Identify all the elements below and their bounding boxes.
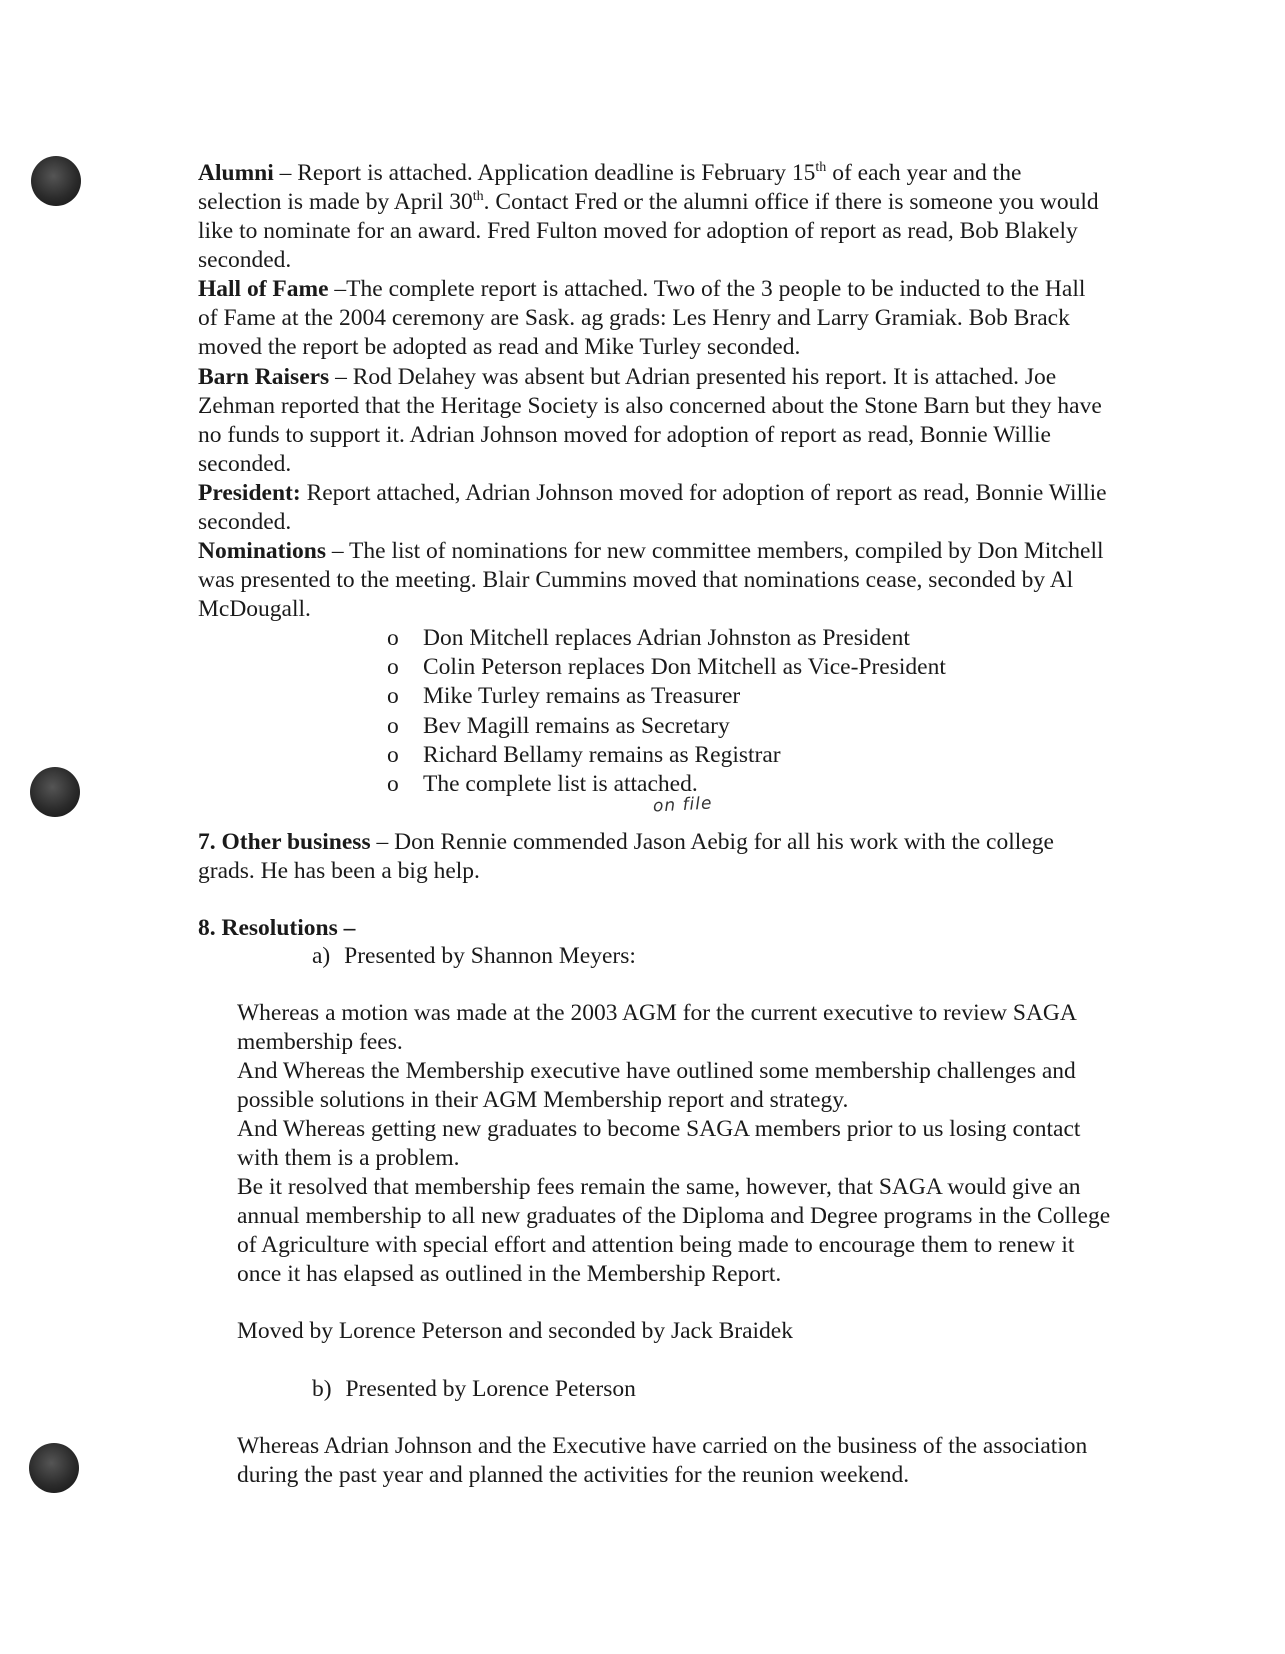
other-business-text: – Don Rennie commended Jason Aebig for all his work with the college grads. He has been a big help. — [198, 829, 1054, 884]
barn-raisers-text: – Rod Delahey was absent but Adrian presented his report. It is attached. Joe Zehman reported that the Heritage Society is also concerned about the Stone Barn but they have no funds to support it. Adrian Johnson moved for adoption of report as read, Bonnie Willie seconded. — [198, 364, 1102, 477]
nominations-section — [198, 537, 1108, 624]
alumni-sup-2: th — [472, 189, 484, 205]
alumni-text-1: – Report is attached. Application deadline is February 15 — [273, 160, 816, 186]
alumni-paragraph — [198, 159, 1108, 275]
list-item-text: Mike Turley remains as Treasurer — [423, 683, 741, 710]
hall-of-fame-paragraph — [198, 275, 1108, 362]
list-item-text: Bev Magill remains as Secretary — [423, 712, 730, 739]
resolutions-heading-suffix: – — [337, 915, 356, 941]
resolution-a-moved: Moved by Lorence Peterson and seconded by Jack Braidek — [237, 1318, 793, 1344]
bullet-icon: o — [387, 741, 399, 768]
alumni-text-2: of each year and the selection is made by April 30 — [198, 160, 1022, 215]
resolutions-heading-block — [198, 914, 1108, 943]
handwritten-annotation: on file — [652, 793, 713, 817]
barn-raisers-heading: Barn Raisers — [198, 364, 330, 390]
resolution-b-body — [237, 1432, 1117, 1490]
hall-of-fame-section — [198, 275, 1108, 362]
president-heading: President: — [198, 480, 301, 506]
resolution-b-title-text: Presented by Lorence Peterson — [345, 1376, 636, 1402]
other-business-section — [198, 828, 1108, 886]
resolution-a-label: a) — [312, 943, 331, 969]
list-item — [387, 712, 1087, 741]
president-section — [198, 479, 1108, 537]
resolution-a-title-text: Presented by Shannon Meyers: — [344, 943, 636, 969]
resolution-a-body — [237, 999, 1117, 1289]
bullet-icon: o — [387, 683, 399, 710]
bullet-icon: o — [387, 712, 399, 739]
list-item-text: Don Mitchell replaces Adrian Johnston as President — [423, 625, 910, 651]
alumni-section — [198, 159, 1108, 275]
resolution-paragraph: Whereas Adrian Johnson and the Executive have carried on the business of the association during the past year and planned the activities for the reunion weekend. — [237, 1433, 1088, 1488]
alumni-heading: Alumni — [198, 160, 274, 186]
resolution-paragraph: And Whereas getting new graduates to become SAGA members prior to us losing contact with them is a problem. — [237, 1116, 1081, 1171]
resolution-b-title — [312, 1375, 636, 1404]
bullet-icon: o — [387, 625, 399, 651]
list-item — [387, 770, 1087, 799]
list-item-text: Colin Peterson replaces Don Mitchell as Vice-President — [423, 654, 946, 681]
list-item — [387, 624, 1087, 653]
list-item — [387, 682, 1087, 711]
resolution-paragraph: Whereas a motion was made at the 2003 AGM for the current executive to review SAGA membership fees. — [237, 1000, 1076, 1055]
resolution-paragraph: Be it resolved that membership fees remain the same, however, that SAGA would give an annual membership to all new graduates of the Diploma and Degree programs in the College of Agriculture with special effort and attention being made to encourage them to renew it once it has elapsed as outlined in the Membership Report. — [237, 1174, 1111, 1287]
other-business-heading: 7. Other business — [198, 829, 371, 855]
other-business-paragraph — [198, 828, 1108, 886]
resolution-a-title — [312, 942, 636, 971]
alumni-text-3: . Contact Fred or the alumni office if there is someone you would like to nominate for an award. Fred Fulton moved for adoption of report as read, Bob Blakely seconded. — [198, 189, 1099, 273]
hall-of-fame-heading: Hall of Fame — [198, 276, 329, 302]
president-paragraph — [198, 479, 1108, 537]
list-item-text: The complete list is attached. — [423, 770, 698, 797]
bullet-icon: o — [387, 654, 399, 681]
nominations-text: – The list of nominations for new committee members, compiled by Don Mitchell was presented to the meeting. Blair Cummins moved that nominations cease, seconded by Al McDougall. — [198, 538, 1104, 622]
resolutions-heading: 8. Resolutions — [198, 915, 338, 941]
alumni-sup-1: th — [815, 160, 827, 176]
president-text: Report attached, Adrian Johnson moved for adoption of report as read, Bonnie Willie seconded. — [198, 480, 1107, 535]
resolution-b-label: b) — [312, 1376, 332, 1402]
list-item — [387, 653, 1087, 682]
resolution-paragraph: And Whereas the Membership executive have outlined some membership challenges and possible solutions in their AGM Membership report and strategy. — [237, 1058, 1076, 1113]
barn-raisers-section — [198, 363, 1108, 479]
barn-raisers-paragraph — [198, 363, 1108, 479]
list-item-text: Richard Bellamy remains as Registrar — [423, 741, 781, 768]
resolutions-heading-line — [198, 914, 1108, 943]
nominations-paragraph — [198, 537, 1108, 624]
nominations-heading: Nominations — [198, 538, 326, 564]
list-item — [387, 741, 1087, 770]
nominations-list — [387, 624, 1087, 799]
bullet-icon: o — [387, 770, 399, 797]
hall-of-fame-text: –The complete report is attached. Two of the 3 people to be inducted to the Hall of Fame at the 2004 ceremony are Sask. ag grads: Les Henry and Larry Gramiak. Bob Brack moved the report be adopted as read and Mike Turley seconded. — [198, 276, 1086, 360]
